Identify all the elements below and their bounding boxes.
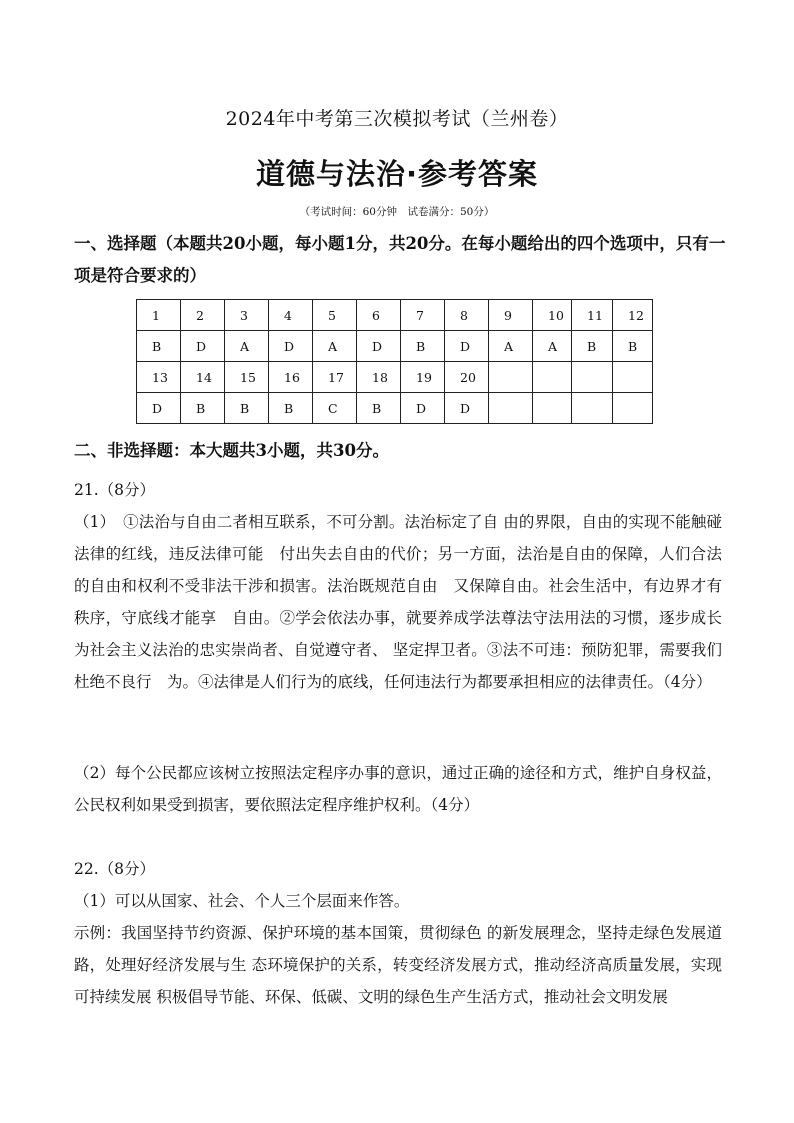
- answer-table-cell: 10: [533, 300, 572, 331]
- answer-table-cell: [489, 362, 533, 393]
- answer-table-cell: B: [225, 393, 269, 424]
- answer-table-cell: [572, 362, 613, 393]
- answer-table-cell: B: [269, 393, 313, 424]
- q22-label: 22.（8分）: [74, 860, 156, 878]
- exam-title: 2024年中考第三次模拟考试（兰州卷）: [225, 108, 569, 130]
- answer-table-cell: A: [489, 331, 533, 362]
- answer-table-cell: D: [181, 331, 225, 362]
- answer-table-row: [137, 300, 653, 331]
- answer-table-cell: 4: [269, 300, 313, 331]
- section2-heading: 二、非选择题：本大题共3小题，共30分。: [74, 441, 389, 460]
- answer-table-cell: 7: [401, 300, 445, 331]
- answer-table-cell: 19: [401, 362, 445, 393]
- answer-table-cell: D: [269, 331, 313, 362]
- answer-table-cell: [613, 393, 653, 424]
- q21-part1: （1） ①法治与自由二者相互联系，不可分割。法治标定了自 由的界限，自由的实现不能触碰法律的红线，违反法律可能 付出失去自由的代价；另一方面，法治是自由的保障，人们合法的自由和权利不受非法干涉和损害。法治既规范自由 又保障自由。社会生活中，有边界才有秩序，守底线才能享 自由。②学会依法办事，就要养成学法尊法守法用法的习惯，逐步成长为社会主义法治的忠实崇尚者、自觉遵守者、 坚定捍卫者。③法不可违：预防犯罪，需要我们杜绝不良行 为。④法律是人们行为的底线，任何违法行为都要承担相应的法律责任。（4分）: [74, 513, 722, 691]
- answer-table-cell: B: [572, 331, 613, 362]
- q22-example: 示例：我国坚持节约资源、保护环境的基本国策，贯彻绿色 的新发展理念，坚持走绿色发展道路，处理好经济发展与生 态环境保护的关系，转变经济发展方式，推动经济高质量发展，实现可持续发展 积极倡导节能、环保、低碳、文明的绿色生产生活方式，推动社会文明发展: [74, 924, 722, 1006]
- answer-table-cell: [533, 393, 572, 424]
- q21-label: 21.（8分）: [74, 481, 156, 499]
- answer-table-cell: 14: [181, 362, 225, 393]
- answer-table-cell: A: [225, 331, 269, 362]
- q22-part1: （1）可以从国家、社会、个人三个层面来作答。: [74, 892, 410, 910]
- answer-table-cell: 18: [357, 362, 401, 393]
- answer-table-cell: [572, 393, 613, 424]
- answer-table-cell: 15: [225, 362, 269, 393]
- answer-table-cell: [613, 362, 653, 393]
- answer-table-cell: 8: [445, 300, 489, 331]
- answer-table-cell: 3: [225, 300, 269, 331]
- answer-table-row: [137, 331, 653, 362]
- answer-table-cell: 16: [269, 362, 313, 393]
- answer-table-cell: 11: [572, 300, 613, 331]
- answer-table-cell: D: [445, 331, 489, 362]
- answer-table-cell: 2: [181, 300, 225, 331]
- answer-table-row: [137, 393, 653, 424]
- answer-table-cell: 5: [313, 300, 357, 331]
- answer-table-cell: D: [137, 393, 181, 424]
- answer-table-cell: B: [357, 393, 401, 424]
- answer-table: [136, 299, 653, 424]
- answer-table-cell: [533, 362, 572, 393]
- answer-table-cell: D: [445, 393, 489, 424]
- answer-table-cell: [489, 393, 533, 424]
- answer-table-cell: B: [613, 331, 653, 362]
- answer-table-cell: 12: [613, 300, 653, 331]
- exam-meta: （考试时间：60分钟 试卷满分：50分）: [299, 206, 495, 218]
- q21-part2: （2）每个公民都应该树立按照法定程序办事的意识，通过正确的途径和方式，维护自身权益，公民权利如果受到损害，要依照法定程序维护权利。（4分）: [74, 764, 722, 814]
- section1-heading: 一、选择题（本题共20小题，每小题1分，共20分。在每小题给出的四个选项中，只有一项是符合要求的）: [74, 234, 726, 285]
- answer-table-row: [137, 362, 653, 393]
- answer-table-cell: 1: [137, 300, 181, 331]
- answer-table-cell: 17: [313, 362, 357, 393]
- answer-table-cell: D: [357, 331, 401, 362]
- answer-table-cell: D: [401, 393, 445, 424]
- answer-table-cell: C: [313, 393, 357, 424]
- answer-table-cell: 6: [357, 300, 401, 331]
- answer-table-cell: 20: [445, 362, 489, 393]
- answer-table-cell: B: [401, 331, 445, 362]
- answer-table-cell: A: [533, 331, 572, 362]
- answer-table-cell: B: [137, 331, 181, 362]
- answer-table-cell: B: [181, 393, 225, 424]
- answer-table-cell: 9: [489, 300, 533, 331]
- answer-table-cell: 13: [137, 362, 181, 393]
- answer-table-cell: A: [313, 331, 357, 362]
- document-title: 道德与法治·参考答案: [255, 157, 539, 191]
